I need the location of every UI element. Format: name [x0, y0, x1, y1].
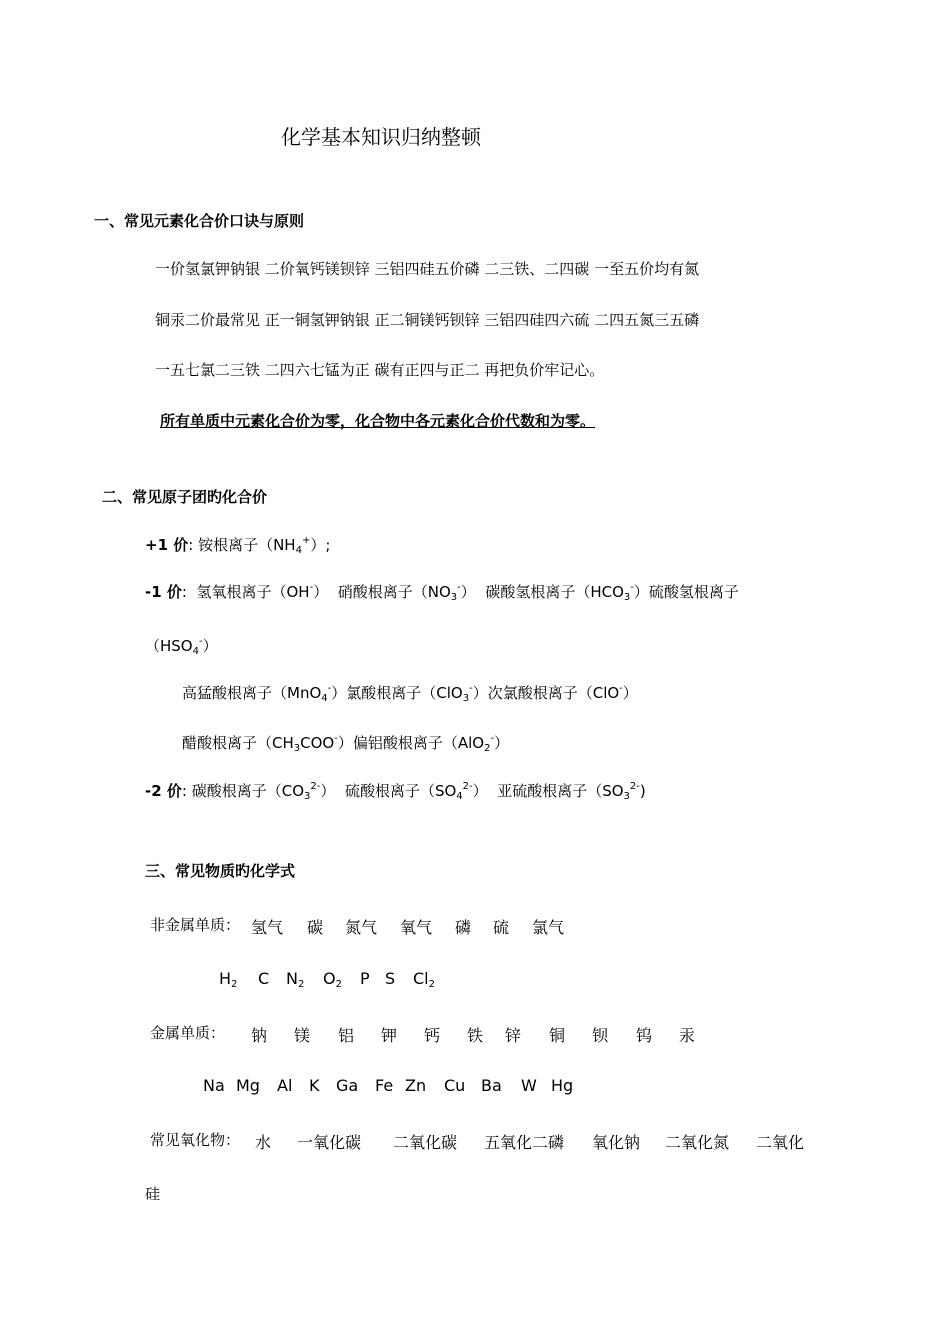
oxide-name: 一氧化碳 — [297, 1133, 362, 1152]
metal-name: 锌 — [505, 1026, 522, 1045]
ion-carbonate: 碳酸根离子$(CO_3^{2-})$ — [191, 781, 336, 802]
oxide-label: 常见氧化物： — [150, 1131, 241, 1149]
ion-acetate: 醋酸根离子$(CH_3COO^-)$ — [182, 733, 353, 754]
nonmetal-formula: $O_2$ — [323, 969, 342, 990]
section-3-heading: 三、常见物质旳化学式 — [145, 862, 296, 880]
ion-bisulfate: $(HSO_4^-)$ — [145, 636, 218, 657]
ion-ammonium: 铵根离子$(NH_4^+)$; — [198, 535, 331, 556]
nonmetal-formula: $N_2$ — [286, 969, 305, 990]
metal-name: 铁 — [467, 1026, 484, 1045]
mnemonic-line-1: 一价氢氯钾钠银 二价氧钙镁钡锌 三铝四硅五价磷 二三铁、二四碳 一至五价均有氮 — [155, 260, 700, 278]
nonmetal-formula: S — [385, 969, 396, 988]
oxide-name: 氧化钠 — [592, 1133, 641, 1152]
nonmetal-formula: $H_2$ — [219, 969, 238, 990]
page-title: 化学基本知识归纳整顿 — [281, 125, 481, 149]
metal-name: 钙 — [424, 1026, 441, 1045]
nonmetal-name: 磷 — [455, 918, 472, 937]
nonmetal-name: 氧气 — [400, 918, 433, 937]
nonmetal-name: 氢气 — [251, 918, 284, 937]
metal-label: 金属单质： — [150, 1024, 226, 1042]
nonmetal-names-row — [0, 915, 950, 937]
mnemonic-line-2: 铜汞二价最常见 正一铜氢钾钠银 正二铜镁钙钡锌 三铝四硅四六硫 二四五氮三五磷 — [155, 311, 700, 329]
metal-formula: K — [309, 1076, 320, 1095]
metal-formula: Hg — [551, 1076, 574, 1095]
metal-formula: Cu — [444, 1076, 466, 1095]
nonmetal-label: 非金属单质： — [150, 916, 241, 934]
metal-formula: Al — [277, 1076, 293, 1095]
ion-hypochlorite: 次氯酸根离子（ClO-） — [487, 683, 638, 702]
metal-name: 钡 — [592, 1026, 609, 1045]
valence-minus1-line-3 — [182, 733, 509, 753]
metal-name: 汞 — [679, 1026, 696, 1045]
oxide-names-row — [0, 1130, 950, 1152]
metal-formulas-row — [0, 1076, 950, 1098]
ion-nitrate: 硝酸根离子$(NO_3^-)$ — [337, 582, 476, 603]
metal-formula: W — [521, 1076, 537, 1095]
metal-formula: Ga — [336, 1076, 359, 1095]
metal-formula: Fe — [375, 1076, 394, 1095]
oxide-name: 二氧化 — [756, 1133, 805, 1152]
valence-label-plus1: +1 价 — [145, 536, 189, 554]
metal-formula: Ba — [481, 1076, 502, 1095]
ion-sulfite: 亚硫酸根离子$(SO_3^{2-})$ — [497, 781, 646, 802]
valence-plus1-line: +1 价: 铵根离子$(NH_4^+)$; — [145, 535, 331, 556]
ion-sulfate: 硫酸根离子$(SO_4^{2-})$ — [344, 781, 488, 802]
ion-bicarbonate: 碳酸氢根离子$(HCO_3^-)$ — [485, 582, 649, 603]
valence-rule: 所有单质中元素化合价为零，化合物中各元素化合价代数和为零。 — [160, 412, 596, 430]
valence-minus1-line-2 — [182, 683, 638, 703]
valence-minus2-line: -2 价: 碳酸根离子$(CO_3^{2-})$ 硫酸根离子$(SO_4^{2-})$ 亚硫酸根离子$(SO_3^{2-})$ — [145, 781, 646, 802]
ion-chlorate: 氯酸根离子（ClO$_3$-） — [346, 683, 488, 704]
valence-minus1-line: -1 价: 氢氧根离子（OH-） 硝酸根离子$(NO_3^-)$ 碳酸氢根离子$(HCO_3^-)$硫酸氢根离子 — [145, 582, 739, 603]
oxide-wrap-text: 硅 — [145, 1185, 161, 1203]
metal-names-row — [0, 1023, 950, 1045]
mnemonic-line-3: 一五七氯二三铁 二四六七锰为正 碳有正四与正二 再把负价牢记心。 — [155, 361, 605, 379]
oxide-name: 二氧化碳 — [393, 1133, 458, 1152]
nonmetal-name: 氮气 — [345, 918, 378, 937]
metal-name: 铝 — [338, 1026, 355, 1045]
oxide-name: 五氧化二磷 — [484, 1133, 565, 1152]
oxide-name: 水 — [255, 1133, 272, 1152]
metal-name: 铜 — [549, 1026, 566, 1045]
ion-aluminate: 偏铝酸根离子（AlO$_2$-） — [352, 733, 510, 754]
nonmetal-name: 氯气 — [532, 918, 565, 937]
nonmetal-name: 硫 — [493, 918, 510, 937]
valence-label-minus2: -2 价 — [145, 782, 182, 800]
section-2-heading: 二、常见原子团旳化合价 — [102, 488, 268, 506]
nonmetal-name: 碳 — [307, 918, 324, 937]
ion-bisulfate-label: 硫酸氢根离子 — [648, 583, 739, 601]
metal-name: 钠 — [251, 1026, 268, 1045]
metal-name: 镁 — [294, 1026, 311, 1045]
nonmetal-formulas-row — [0, 969, 950, 991]
ion-hydroxide: 氢氧根离子（OH-） — [196, 582, 329, 601]
metal-name: 钨 — [636, 1026, 653, 1045]
metal-formula: Zn — [405, 1076, 427, 1095]
nonmetal-formula: P — [360, 969, 370, 988]
metal-formula: Na — [203, 1076, 225, 1095]
metal-formula: Mg — [236, 1076, 260, 1095]
nonmetal-formula: $Cl_2$ — [413, 969, 435, 990]
section-1-heading: 一、常见元素化合价口诀与原则 — [94, 212, 305, 230]
metal-name: 钾 — [381, 1026, 398, 1045]
ion-permanganate: 高猛酸根离子（MnO$_4$-） — [182, 683, 347, 704]
valence-label-minus1: -1 价 — [145, 583, 182, 601]
nonmetal-formula: C — [258, 969, 270, 988]
oxide-name: 二氧化氮 — [665, 1133, 730, 1152]
